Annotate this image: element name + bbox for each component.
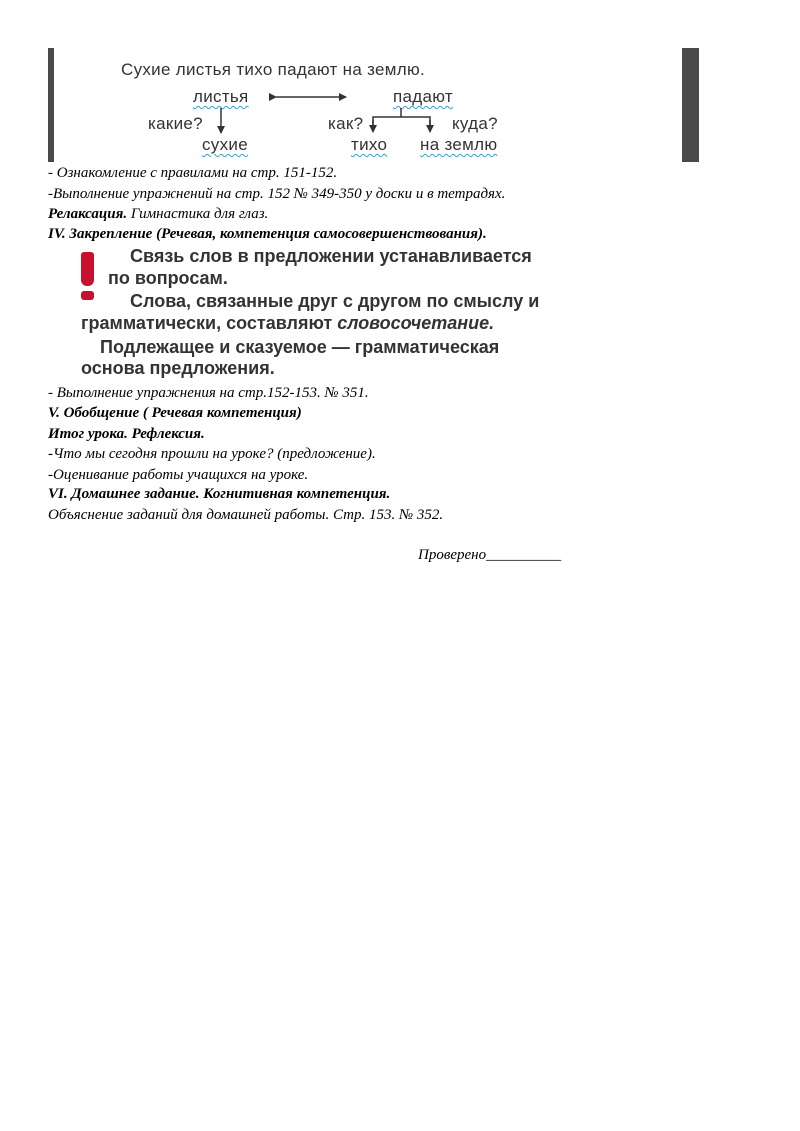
rule-line-1: Связь слов в предложении устанавливается [130,246,532,266]
diagram-question-where: куда? [452,114,498,133]
text-line-question: -Что мы сегодня прошли на уроке? (предложение). [48,446,376,462]
relaxation-text: Гимнастика для глаз. [127,206,269,222]
diagram-word-quietly: тихо [351,135,388,154]
diagram-arrows [0,0,800,170]
section-heading-iv: IV. Закрепление (Речевая, компетенция самосовершенствования). [48,226,487,242]
section-heading-v: V. Обобщение ( Речевая компетенция) [48,405,302,421]
diagram-predicate: падают [393,87,453,106]
diagram-question-how: как? [328,114,364,133]
diagram-question-which: какие? [148,114,203,133]
exclamation-dot [81,291,94,300]
diagram-word-ground: на землю [420,135,498,154]
rule-line-6: основа предложения. [81,358,275,378]
text-line-exercises: -Выполнение упражнений на стр. 152 № 349-350 у доски и в тетрадях. [48,186,506,202]
text-line-exercise-351: - Выполнение упражнения на стр.152-153. № 351. [48,385,369,401]
text-line-homework: Объяснение заданий для домашней работы. Стр. 153. № 352. [48,507,444,523]
rule-line-5: Подлежащее и сказуемое — грамматическая [100,337,500,357]
relaxation-heading: Релаксация. [48,206,128,222]
section-heading-summary: Итог урока. Рефлексия. [48,426,205,442]
diagram-subject: листья [193,87,249,106]
rule-line-4 [81,313,494,334]
diagram-sentence: Сухие листья тихо падают на землю. [121,60,426,79]
text-line-evaluation: -Оценивание работы учащихся на уроке. [48,467,309,483]
exclamation-icon [81,252,94,286]
section-heading-vi: VI. Домашнее задание. Когнитивная компетенция. [48,486,391,502]
rule-line-4-text: грамматически, составляют [81,313,338,333]
text-line-relaxation [48,206,268,223]
rule-line-2: по вопросам. [108,268,228,288]
diagram-word-dry: сухие [202,135,248,154]
predicate-branch [373,117,430,131]
rule-term-collocation: словосочетание. [337,313,495,333]
text-line-rules: - Ознакомление с правилами на стр. 151-152. [48,165,338,181]
rule-line-3: Слова, связанные друг с другом по смыслу и [130,291,540,311]
signature-checked: Проверено__________ [418,547,562,563]
